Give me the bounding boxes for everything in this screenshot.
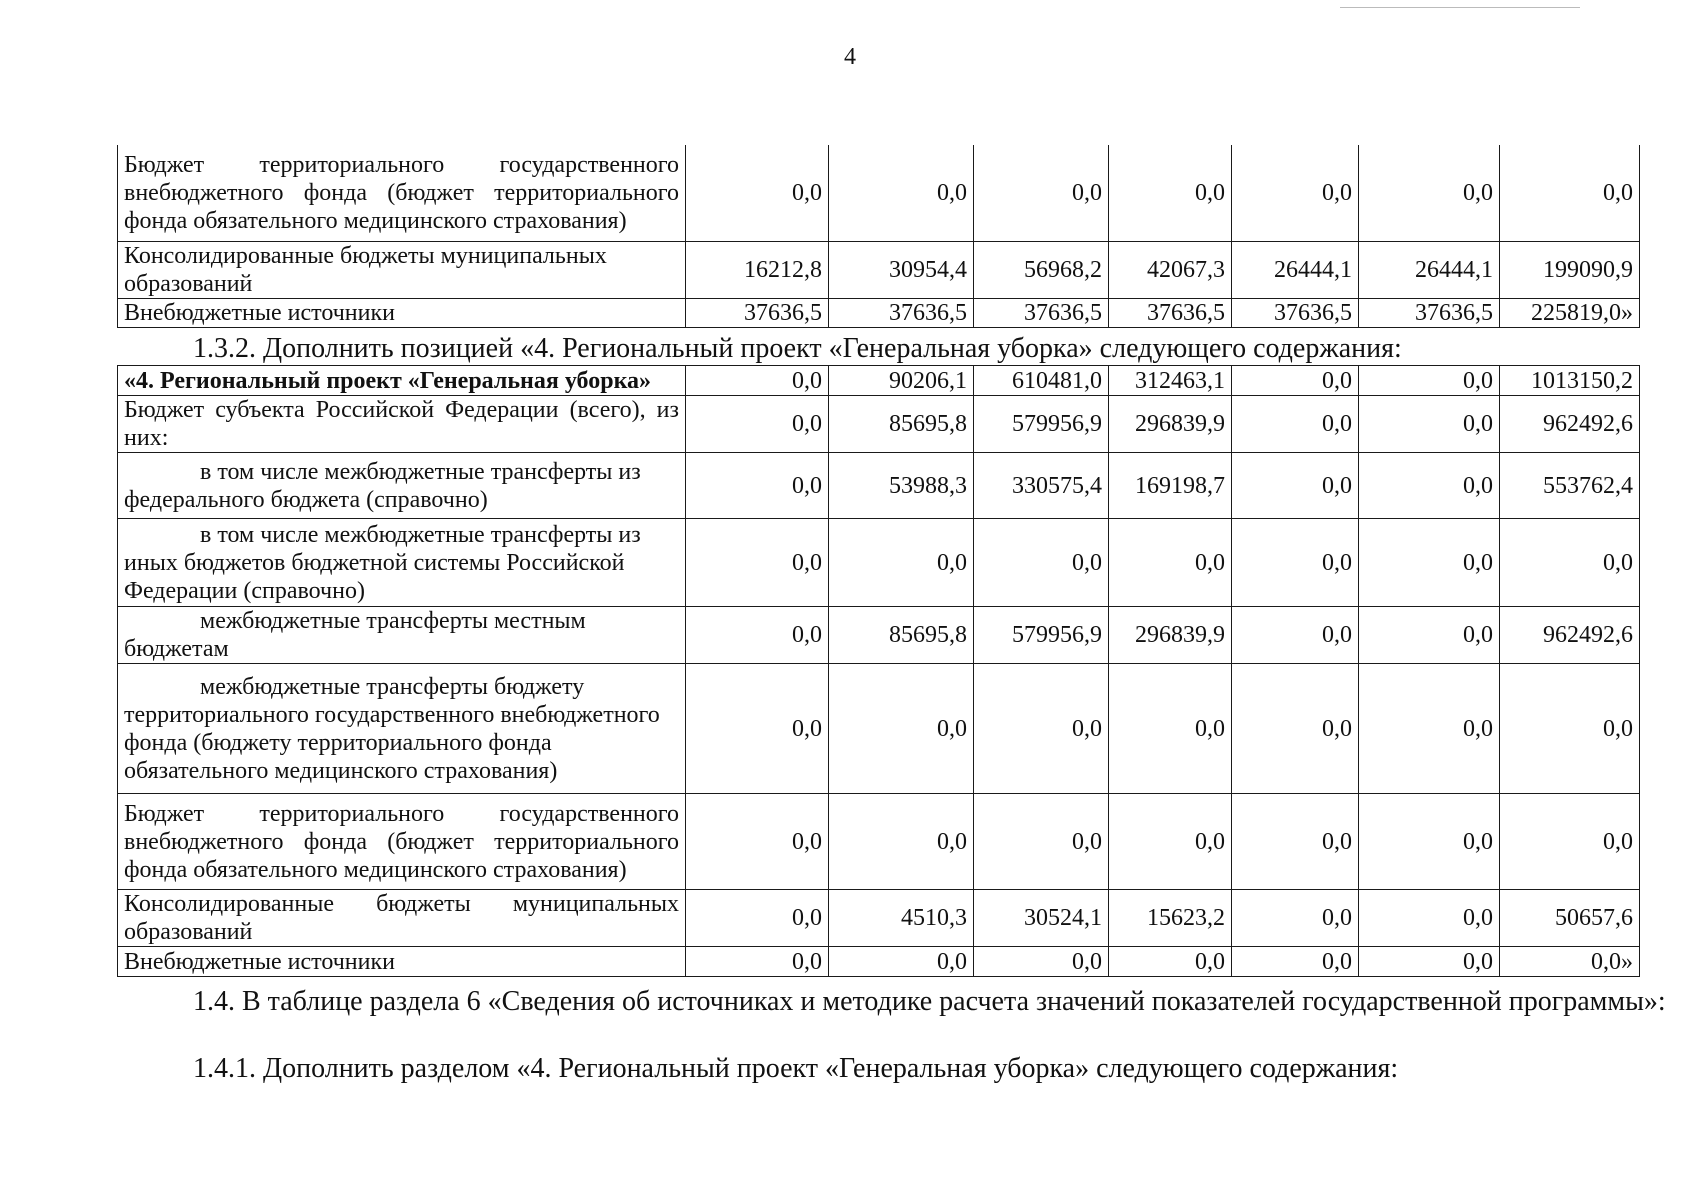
cell-value: 0,0 xyxy=(686,947,829,977)
row-label: Бюджет субъекта Российской Федерации (всего), из них: xyxy=(118,396,686,453)
cell-value: 15623,2 xyxy=(1109,890,1232,947)
cell-value: 0,0 xyxy=(974,947,1109,977)
paragraph-1-4-1: 1.4.1. Дополнить разделом «4. Региональный проект «Генеральная уборка» следующего содержания: xyxy=(193,1053,1399,1084)
row-label: Бюджет территориального государственного внебюджетного фонда (бюджет территориального фонда обязательного медицинского страхования) xyxy=(118,145,686,241)
cell-value: 0,0 xyxy=(1500,664,1640,794)
row-label: Внебюджетные источники xyxy=(118,298,686,327)
row-label-first-line: в том числе межбюджетные трансферты из xyxy=(200,458,641,485)
cell-value: 553762,4 xyxy=(1500,453,1640,519)
table-row xyxy=(118,947,1640,977)
row-label-rest: территориального государственного внебюджетного фонда (бюджету территориального фонда обязательного медицинского страхования) xyxy=(124,701,660,784)
row-label: Консолидированные бюджеты муниципальных образований xyxy=(118,241,686,298)
cell-value: 37636,5 xyxy=(974,298,1109,327)
cell-value: 50657,6 xyxy=(1500,890,1640,947)
cell-value: 0,0 xyxy=(686,519,829,607)
cell-value: 30954,4 xyxy=(829,241,974,298)
row-label-first-line: межбюджетные трансферты бюджету xyxy=(200,673,585,700)
cell-value: 37636,5 xyxy=(1232,298,1359,327)
cell-value: 0,0 xyxy=(1359,396,1500,453)
table-row xyxy=(118,453,1640,519)
table-row xyxy=(118,145,1640,241)
cell-value: 0,0 xyxy=(974,519,1109,607)
cell-value: 0,0 xyxy=(1359,366,1500,396)
cell-value: 199090,9 xyxy=(1500,241,1640,298)
cell-value: 56968,2 xyxy=(974,241,1109,298)
cell-value: 0,0 xyxy=(686,890,829,947)
cell-value: 0,0» xyxy=(1500,947,1640,977)
cell-value: 0,0 xyxy=(1232,890,1359,947)
table-row xyxy=(118,607,1640,664)
cell-value: 0,0 xyxy=(1359,664,1500,794)
cell-value: 0,0 xyxy=(829,947,974,977)
cell-value: 1013150,2 xyxy=(1500,366,1640,396)
table-row xyxy=(118,519,1640,607)
cell-value: 0,0 xyxy=(1232,453,1359,519)
cell-value: 0,0 xyxy=(1359,519,1500,607)
row-label-first-line: в том числе межбюджетные трансферты из xyxy=(200,521,641,548)
cell-value: 0,0 xyxy=(1500,519,1640,607)
cell-value: 169198,7 xyxy=(1109,453,1232,519)
cell-value: 0,0 xyxy=(1232,607,1359,664)
cell-value: 962492,6 xyxy=(1500,607,1640,664)
paragraph-1-4: 1.4. В таблице раздела 6 «Сведения об источниках и методике расчета значений показателей государственной программы»: xyxy=(193,986,1666,1017)
table-row xyxy=(118,396,1640,453)
row-label-first-line: межбюджетные трансферты местным xyxy=(200,608,586,634)
cell-value: 4510,3 xyxy=(829,890,974,947)
cell-value: 0,0 xyxy=(1359,145,1500,241)
cell-value: 26444,1 xyxy=(1232,241,1359,298)
cell-value: 0,0 xyxy=(686,396,829,453)
cell-value: 0,0 xyxy=(686,366,829,396)
cell-value: 26444,1 xyxy=(1359,241,1500,298)
cell-value: 0,0 xyxy=(1232,366,1359,396)
table-row xyxy=(118,664,1640,794)
cell-value: 0,0 xyxy=(1359,947,1500,977)
scan-artifact-line xyxy=(1340,7,1580,8)
cell-value: 579956,9 xyxy=(974,607,1109,664)
paragraph-1-3-2: 1.3.2. Дополнить позицией «4. Региональный проект «Генеральная уборка» следующего содержания: xyxy=(193,333,1402,364)
row-label xyxy=(118,519,686,607)
cell-value: 0,0 xyxy=(686,664,829,794)
row-label: Бюджет территориального государственного внебюджетного фонда (бюджет территориального фонда обязательного медицинского страхования) xyxy=(118,794,686,890)
cell-value: 0,0 xyxy=(1500,145,1640,241)
row-label: «4. Региональный проект «Генеральная уборка» xyxy=(118,366,686,396)
cell-value: 225819,0» xyxy=(1500,298,1640,327)
cell-value: 0,0 xyxy=(1359,890,1500,947)
cell-value: 579956,9 xyxy=(974,396,1109,453)
cell-value: 962492,6 xyxy=(1500,396,1640,453)
cell-value: 0,0 xyxy=(686,145,829,241)
cell-value: 0,0 xyxy=(1232,794,1359,890)
cell-value: 37636,5 xyxy=(1359,298,1500,327)
row-label-rest: иных бюджетов бюджетной системы Российской Федерации (справочно) xyxy=(124,549,625,604)
row-label xyxy=(118,453,686,519)
row-label: Внебюджетные источники xyxy=(118,947,686,977)
cell-value: 0,0 xyxy=(1232,145,1359,241)
row-label-rest: федерального бюджета (справочно) xyxy=(124,486,488,513)
cell-value: 0,0 xyxy=(974,794,1109,890)
cell-value: 85695,8 xyxy=(829,396,974,453)
row-label-rest: бюджетам xyxy=(124,636,229,662)
cell-value: 0,0 xyxy=(686,607,829,664)
cell-value: 0,0 xyxy=(974,145,1109,241)
cell-value: 0,0 xyxy=(1359,453,1500,519)
table-row xyxy=(118,794,1640,890)
cell-value: 0,0 xyxy=(1109,145,1232,241)
cell-value: 0,0 xyxy=(686,453,829,519)
cell-value: 0,0 xyxy=(1232,519,1359,607)
cell-value: 0,0 xyxy=(1359,607,1500,664)
cell-value: 0,0 xyxy=(1232,396,1359,453)
cell-value: 0,0 xyxy=(1109,519,1232,607)
cell-value: 37636,5 xyxy=(686,298,829,327)
cell-value: 37636,5 xyxy=(829,298,974,327)
cell-value: 0,0 xyxy=(686,794,829,890)
cell-value: 85695,8 xyxy=(829,607,974,664)
cell-value: 0,0 xyxy=(829,145,974,241)
cell-value: 0,0 xyxy=(1232,947,1359,977)
cell-value: 330575,4 xyxy=(974,453,1109,519)
cell-value: 42067,3 xyxy=(1109,241,1232,298)
row-label: Консолидированные бюджеты муниципальных образований xyxy=(118,890,686,947)
cell-value: 0,0 xyxy=(1359,794,1500,890)
row-label xyxy=(118,664,686,794)
cell-value: 296839,9 xyxy=(1109,396,1232,453)
cell-value: 37636,5 xyxy=(1109,298,1232,327)
table-row xyxy=(118,241,1640,298)
cell-value: 0,0 xyxy=(1500,794,1640,890)
budget-table-regional-project xyxy=(117,365,1640,977)
cell-value: 0,0 xyxy=(1232,664,1359,794)
table-row xyxy=(118,298,1640,327)
cell-value: 0,0 xyxy=(1109,664,1232,794)
cell-value: 296839,9 xyxy=(1109,607,1232,664)
table-row xyxy=(118,366,1640,396)
cell-value: 610481,0 xyxy=(974,366,1109,396)
cell-value: 0,0 xyxy=(1109,947,1232,977)
table-row xyxy=(118,890,1640,947)
cell-value: 0,0 xyxy=(1109,794,1232,890)
cell-value: 30524,1 xyxy=(974,890,1109,947)
cell-value: 0,0 xyxy=(829,794,974,890)
cell-value: 53988,3 xyxy=(829,453,974,519)
cell-value: 312463,1 xyxy=(1109,366,1232,396)
cell-value: 0,0 xyxy=(829,519,974,607)
page-number: 4 xyxy=(844,44,856,70)
budget-table-continued xyxy=(117,145,1640,328)
row-label xyxy=(118,607,686,664)
cell-value: 0,0 xyxy=(829,664,974,794)
cell-value: 16212,8 xyxy=(686,241,829,298)
cell-value: 0,0 xyxy=(974,664,1109,794)
cell-value: 90206,1 xyxy=(829,366,974,396)
